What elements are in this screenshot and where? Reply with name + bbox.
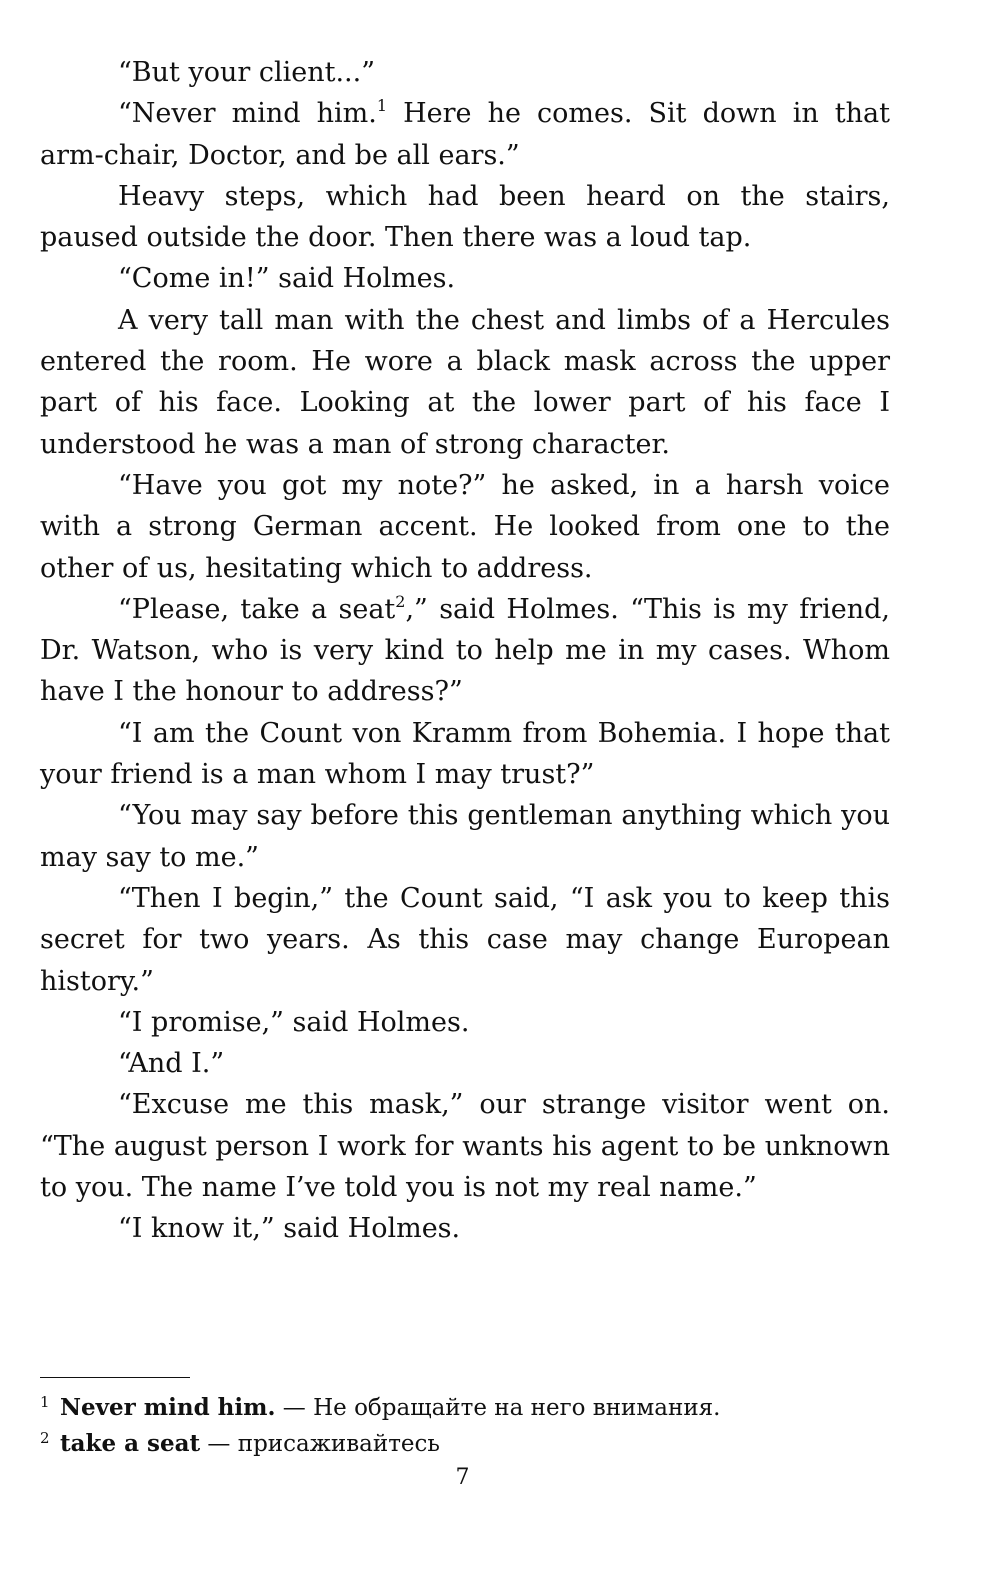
paragraph: Heavy steps, which had been heard on the stairs, paused outside the door. Then there was a loud tap. (40, 180, 890, 254)
paragraph: “And I.” (118, 1048, 225, 1080)
paragraph: A very tall man with the chest and limbs of a Hercules entered the room. He wore a black mask across the upper part of his face. Looking at the lower part of his face I understood he was a man of strong character. (40, 304, 890, 460)
footnote-ref-2: 2 (395, 591, 406, 611)
footnote-term: Never mind him. (60, 1394, 276, 1421)
paragraph-text: “Please, take a seat (118, 593, 396, 625)
footnote-divider (40, 1377, 190, 1378)
paragraph (40, 93, 890, 176)
paragraph: “Excuse me this mask,” our strange visitor went on. “The august person I work for wants his agent to be unknown to you. The name I’ve told you is not my real name.” (40, 1089, 890, 1204)
page-number: 7 (455, 1465, 470, 1490)
paragraph: “You may say before this gentleman anything which you may say to me.” (40, 800, 890, 873)
footnote-ref-1: 1 (376, 96, 388, 116)
paragraph: “Come in!” said Holmes. (118, 263, 456, 295)
paragraph (40, 589, 890, 713)
paragraph: “I know it,” said Holmes. (118, 1213, 461, 1245)
footnote-1: 1 Never mind him. — Не обращайте на него внимания. (40, 1392, 721, 1421)
paragraph: “Have you got my note?” he asked, in a harsh voice with a strong German accent. He looked from one to the other of us, hesitating which to address. (40, 469, 890, 584)
paragraph: “I am the Count von Kramm from Bohemia. I hope that your friend is a man whom I may trust?” (40, 717, 890, 791)
footnotes (40, 1390, 890, 1462)
paragraph: “But your client...” (118, 57, 376, 88)
footnote-translation: — Не обращайте на него внимания. (275, 1395, 721, 1421)
paragraph-text: “Never mind him. (118, 98, 377, 130)
main-text (40, 52, 890, 1250)
paragraph: “Then I begin,” the Count said, “I ask you to keep this secret for two years. As this case may change European history.” (40, 882, 890, 997)
paragraph-text: ,” said Holmes. “This is my friend, Dr. Watson, who is very kind to help me in my cases. Whom have I the honour to address?” (40, 593, 890, 708)
footnote-2: 2 take a seat — присаживайтесь (40, 1428, 440, 1457)
footnote-term: take a seat (60, 1430, 201, 1457)
paragraph: “I promise,” said Holmes. (118, 1006, 470, 1038)
paragraph-text: Here he comes. Sit down in that arm-chair, Doctor, and be all ears.” (40, 98, 890, 171)
footnote-translation: — присаживайтесь (200, 1431, 440, 1457)
